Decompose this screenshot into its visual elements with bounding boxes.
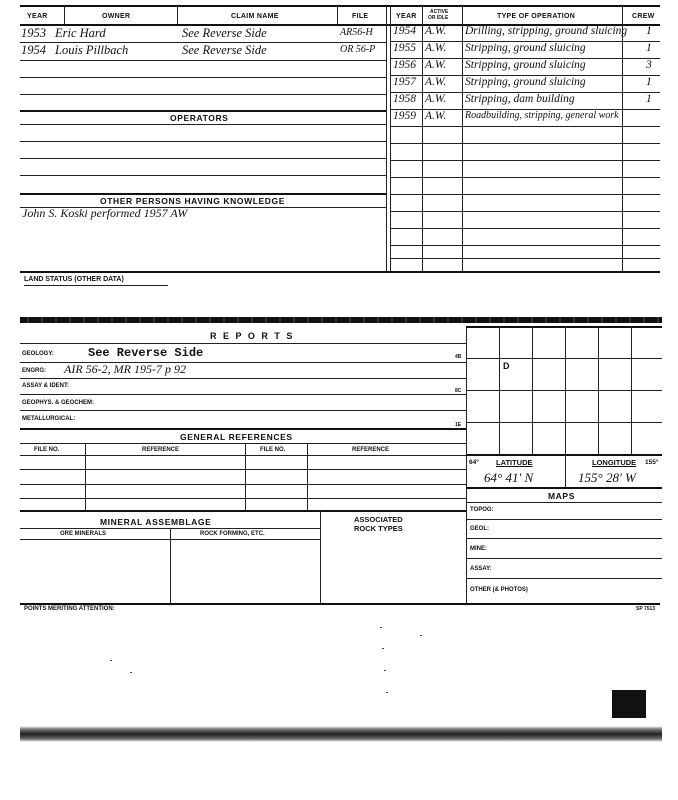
margin-number: 4B (455, 354, 462, 360)
grid-row (466, 390, 662, 391)
grid-marker: D (503, 361, 510, 371)
row-line (20, 410, 466, 411)
op-type: Drilling, stripping, ground sluicing (465, 25, 628, 37)
metallurgical-label: METALLURGICAL: (22, 416, 76, 422)
scan-streak (20, 317, 662, 323)
op-type: Stripping, dam building (465, 93, 575, 105)
row-line (466, 578, 662, 579)
other-persons-note: John S. Koski performed 1957 AW (22, 206, 188, 220)
col-header-or-idle: OR IDLE (428, 15, 449, 21)
divider (422, 6, 423, 271)
grid-bottom (466, 454, 662, 456)
col-header-owner: OWNER (102, 13, 131, 20)
section-line (20, 110, 386, 112)
row-line (390, 143, 660, 144)
scan-speck (386, 692, 388, 693)
geophys-label: GEOPHYS. & GEOCHEM: (22, 400, 95, 406)
row-line (20, 141, 386, 142)
op-crew: 1 (646, 25, 652, 37)
claim-name: See Reverse Side (182, 26, 267, 40)
row-line (20, 378, 466, 379)
scan-speck (384, 670, 386, 671)
maps-other: OTHER (& PHOTOS) (470, 587, 528, 593)
maps-mine: MINE: (470, 546, 487, 552)
row-line (390, 194, 660, 195)
op-status: A.W. (425, 59, 447, 71)
op-type: Stripping, ground sluicing (465, 42, 586, 54)
divider (622, 6, 623, 271)
op-status: A.W. (425, 25, 447, 37)
op-status: A.W. (425, 42, 447, 54)
col-header-ops-year: YEAR (396, 13, 417, 20)
section-line (20, 193, 386, 195)
grid-top (466, 326, 662, 328)
row-line (20, 394, 466, 395)
op-year: 1955 (393, 42, 416, 54)
row-line (20, 94, 386, 95)
row-line (390, 211, 660, 212)
scan-speck (420, 635, 422, 636)
lon-suffix: 155° (645, 459, 659, 466)
col-header-claim-name: CLAIM NAME (231, 13, 279, 20)
op-crew: 1 (646, 93, 652, 105)
land-status-underline (24, 285, 168, 286)
col-header-active: ACTIVE (430, 9, 449, 15)
file-number: AR56-H (340, 27, 373, 38)
owner-name: Louis Pillbach (55, 43, 129, 57)
op-type: Stripping, ground sluicing (465, 59, 586, 71)
latitude-label: LATITUDE (496, 458, 533, 467)
points-label: POINTS MERITING ATTENTION: (24, 606, 115, 612)
col-header-type-of-operation: TYPE OF OPERATION (497, 13, 576, 20)
col-rock-forming: ROCK FORMING, ETC. (200, 531, 265, 537)
engrg-value: AIR 56-2, MR 195-7 p 92 (64, 362, 186, 376)
section-line (466, 487, 662, 489)
row-line (390, 228, 660, 229)
longitude-label: LONGITUDE (592, 458, 637, 467)
owner-year: 1953 (21, 26, 46, 40)
scan-speck (130, 672, 132, 673)
col-reference: REFERENCE (142, 447, 180, 453)
divider (390, 6, 391, 271)
col-header-file: FILE (352, 13, 369, 20)
top-border (20, 5, 660, 7)
op-crew: 3 (646, 59, 652, 71)
divider (462, 6, 463, 271)
divider (320, 510, 321, 603)
op-year: 1958 (393, 93, 416, 105)
op-year: 1959 (393, 110, 416, 122)
divider (177, 6, 178, 24)
op-year: 1957 (393, 76, 416, 88)
margin-number: 8C (455, 388, 462, 394)
row-line (390, 160, 660, 161)
op-crew: 1 (646, 76, 652, 88)
row-line (390, 258, 660, 259)
owner-year: 1954 (21, 43, 46, 57)
section-line (20, 428, 466, 430)
divider (565, 454, 566, 487)
op-status: A.W. (425, 76, 447, 88)
row-line (466, 502, 662, 503)
row-line (20, 469, 466, 470)
op-status: A.W. (425, 110, 447, 122)
col-file-no: FILE NO. (34, 447, 60, 453)
row-line (20, 455, 466, 456)
row-line (20, 60, 386, 61)
mineral-assemblage-heading: MINERAL ASSEMBLAGE (100, 517, 212, 527)
divider (307, 443, 308, 510)
row-line (20, 443, 466, 444)
op-year: 1956 (393, 59, 416, 71)
row-line (20, 158, 386, 159)
reports-heading: R E P O R T S (210, 331, 295, 341)
scan-speck (380, 627, 382, 628)
scan-streak (20, 726, 662, 742)
row-line (390, 245, 660, 246)
associated-line2: ROCK TYPES (354, 524, 403, 533)
geology-label: GEOLOGY: (22, 351, 54, 357)
col-file-no-2: FILE NO. (260, 447, 286, 453)
divider (85, 443, 86, 510)
claim-name: See Reverse Side (182, 43, 267, 57)
owner-name: Eric Hard (55, 26, 106, 40)
scan-speck (382, 648, 384, 649)
op-type: Stripping, ground sluicing (465, 76, 586, 88)
divider (245, 443, 246, 510)
row-line (466, 519, 662, 520)
associated-line1: ASSOCIATED (354, 515, 403, 524)
scan-speck (110, 660, 112, 661)
row-line (390, 177, 660, 178)
col-reference-2: REFERENCE (352, 447, 390, 453)
section-line (20, 271, 660, 273)
row-line (20, 77, 386, 78)
op-type: Roadbuilding, stripping, general work (465, 110, 619, 121)
longitude-value: 155° 28' W (578, 470, 636, 485)
maps-topog: TOPOG: (470, 507, 494, 513)
op-year: 1954 (393, 25, 416, 37)
row-line (466, 558, 662, 559)
col-header-crew: CREW (632, 13, 655, 20)
op-status: A.W. (425, 93, 447, 105)
grid-row (466, 422, 662, 423)
row-line (20, 484, 466, 485)
land-status-label: LAND STATUS (OTHER DATA) (24, 276, 124, 283)
margin-number: 1E (455, 422, 462, 428)
divider (337, 6, 338, 24)
section-line (20, 510, 466, 512)
divider (386, 6, 387, 271)
registration-mark (612, 690, 646, 718)
lat-prefix: 64° (469, 459, 479, 466)
row-line (390, 126, 660, 127)
row-line (20, 124, 386, 125)
divider (466, 326, 467, 603)
grid-row (466, 358, 662, 359)
col-ore-minerals: ORE MINERALS (60, 531, 107, 537)
engrg-label: ENGRG: (22, 368, 46, 374)
row-line (20, 175, 386, 176)
divider (64, 6, 65, 24)
assay-label: ASSAY & IDENT: (22, 383, 70, 389)
operators-heading: OPERATORS (170, 113, 229, 123)
geology-value: See Reverse Side (88, 346, 204, 360)
col-header-year: YEAR (27, 13, 48, 20)
other-persons-heading: OTHER PERSONS HAVING KNOWLEDGE (100, 196, 286, 206)
maps-assay: ASSAY: (470, 566, 492, 572)
maps-heading: MAPS (548, 491, 575, 501)
general-references-heading: GENERAL REFERENCES (180, 432, 293, 442)
op-crew: 1 (646, 42, 652, 54)
section-line (20, 603, 660, 605)
maps-geol: GEOL: (470, 526, 489, 532)
divider (170, 528, 171, 603)
latitude-value: 64° 41' N (484, 470, 534, 485)
row-line (466, 538, 662, 539)
row-line (20, 498, 466, 499)
file-number: OR 56-P (340, 44, 376, 55)
row-line (20, 343, 466, 344)
form-number: SP 7513 (636, 606, 656, 612)
